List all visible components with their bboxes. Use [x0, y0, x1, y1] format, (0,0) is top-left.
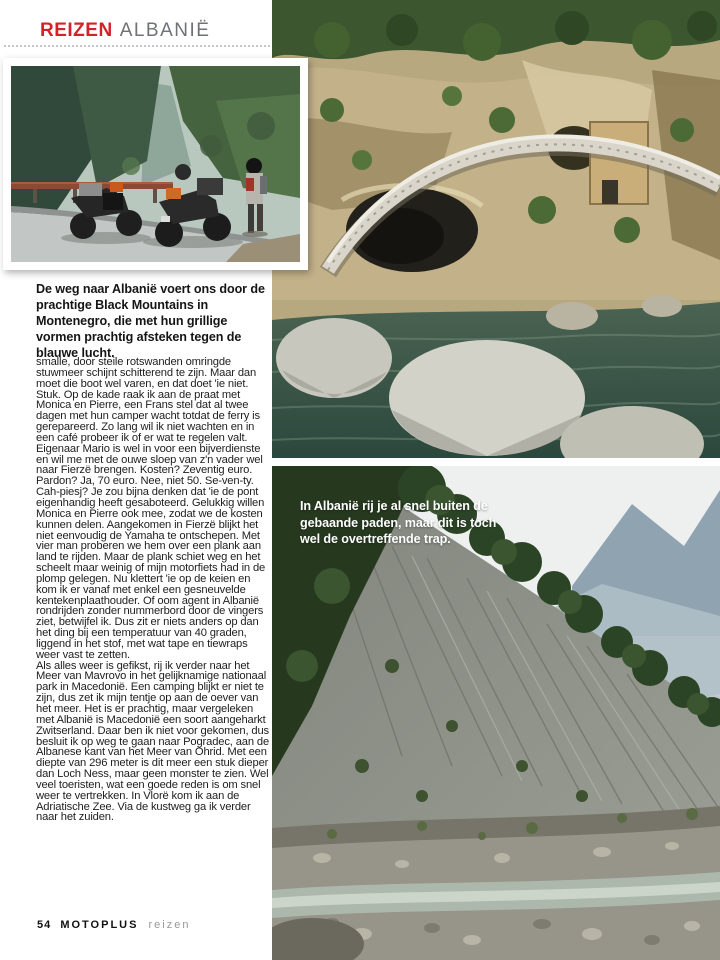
page-number: 54 [37, 919, 52, 931]
page-footer [37, 919, 190, 931]
photo-mountain-slope [272, 466, 720, 960]
canyon-bridge-illustration [272, 0, 720, 458]
footer-section-label: reizen [148, 919, 191, 931]
article-body [36, 357, 270, 913]
photo-motorcycles [3, 58, 308, 270]
intro-paragraph: De weg naar Albanië voert ons door de prachtige Black Mountains in Montenegro, die met hun grillige vormen prachtig afsteken tegen de blauwe lucht. [36, 282, 265, 360]
body-paragraph: Als alles weer is gefikst, rij ik verder naar het Meer van Mavrovo in het gelijknamige nationaal park in Macedonië. Een camping blijkt er niet te zijn, dus zet ik mijn tentje op aan de oever van het meer. Het is er prachtig, maar vergeleken met Albanië is Macedonië een soort aangeharkt Zwitserland. Daar ben ik niet voor gekomen, dus besluit ik op weg te gaan naar Pogradec, aan de Albanese kant van het Meer van Ohrid. Met een diepte van 296 meter is dit meer een stuk dieper dan Loch Ness, maar geen monster te zien. Wel veel toeristen, wat een goede reden is om snel weer te vertrekken. In Vlorë kom ik aan de Adriatische Zee. Via de kustweg ga ik verder naar het zuiden. [36, 659, 270, 824]
photo-caption: In Albanië rij je al snel buiten de gebaande paden, maar dit is toch wel de overtreffende trap. [300, 499, 497, 546]
topic-label: ALBANIË [119, 20, 211, 41]
magazine-name: MOTOPLUS [60, 919, 139, 931]
motorcycles-illustration [11, 66, 300, 262]
body-paragraph: smalle, door steile rotswanden omringde stuwmeer schijnt schitterend te zijn. Maar dan moet die boot wel varen, en dat doet 'ie niet. Stuk. Op de kade raak ik aan de praat met Monica en Pierre, een Frans stel dat al twee dagen met hun camper wacht totdat de ferry is gerepareerd. Zo lang wil ik niet wachten en in een café probeer ik of er wat te regelen valt. Eigenaar Mario is wel in voor een bijverdienste en wil me met de ouwe sloep van z'n vader wel naar Fierzë brengen. Kosten? Zeventig euro. Pardon? Ja, 70 euro. Nee, niet 50. Se-ven-ty. Cah-piesj? Je zou bijna denken dat 'ie de pont eigenhandig heeft gesaboteerd. Gelukkig willen Monica en Pierre ook mee, zodat we de kosten kunnen delen. Aangekomen in Fierzë blijkt het niet eenvoudig de Yamaha te ontschepen. Met vier man proberen we hem over een plank aan land te rijden. Maar de plank schiet weg en het scheelt maar weinig of mijn motorfiets had in de plomp gelegen. Nu klettert 'ie op de keien en kom ik er vanaf met enkel een gesneuvelde kentekenplaathouder. Of oom agent in Albanië rondrijden zonder nummerbord door de vingers ziet, betwijfel ik. Dus zit er niets anders op dan het ding bij een temperatuur van 40 graden, liggend in het stof, met wat tape en tiewraps weer vast te zetten. [36, 357, 266, 661]
dotted-rule [4, 45, 270, 47]
photo-canyon-bridge [272, 0, 720, 458]
section-label: REIZEN [40, 20, 113, 41]
page-header [40, 20, 210, 42]
